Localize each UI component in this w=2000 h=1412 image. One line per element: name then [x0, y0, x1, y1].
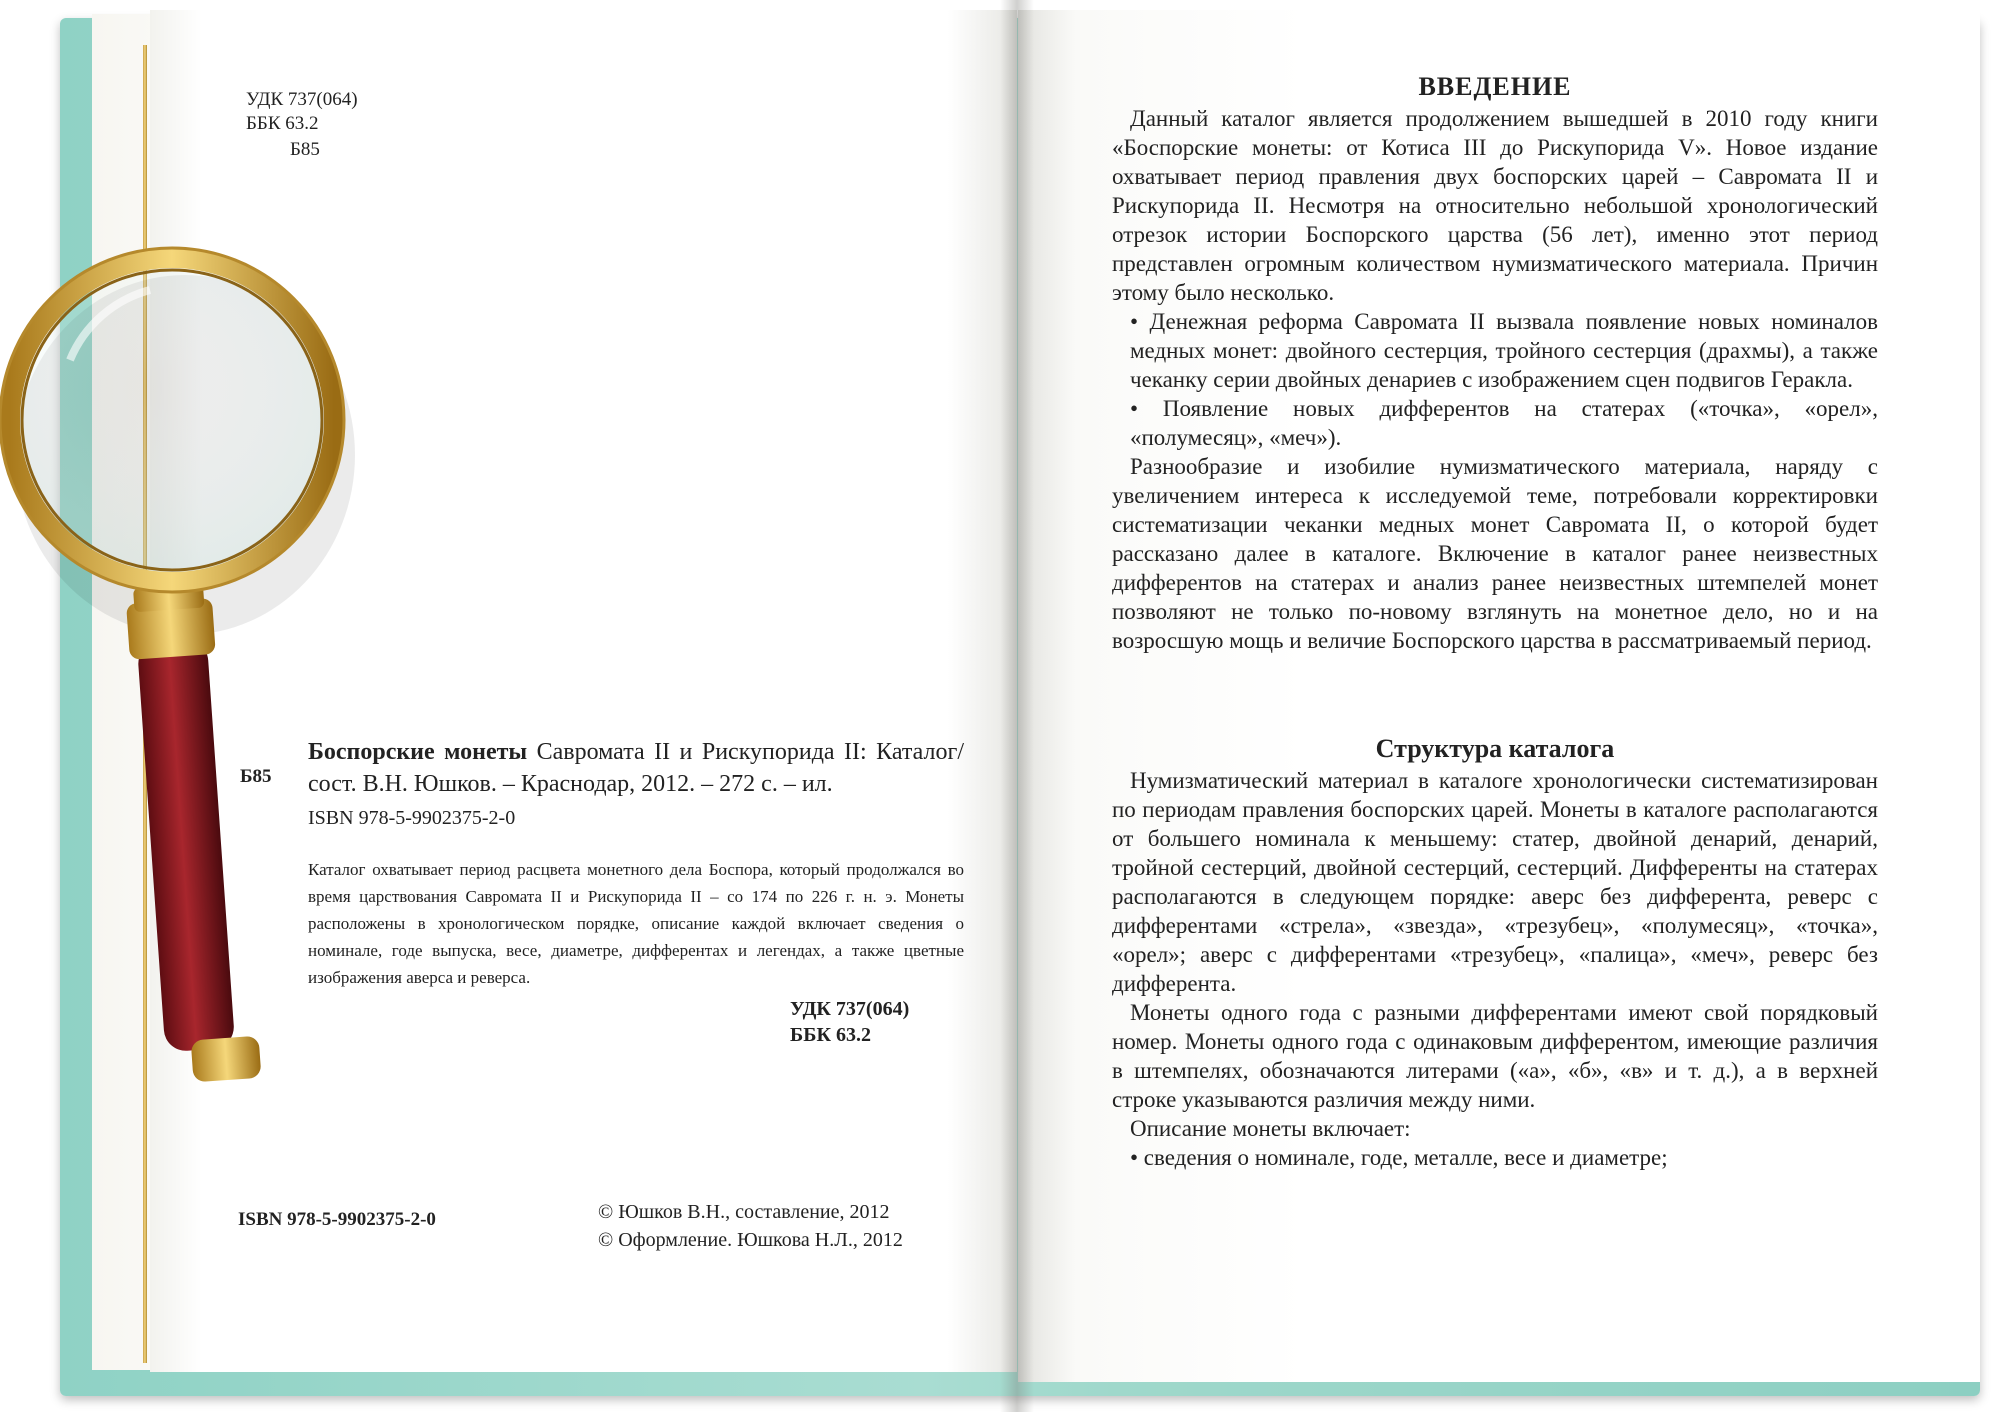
copyright	[598, 1198, 903, 1254]
structure-heading: Структура каталога	[1375, 734, 1615, 763]
bbk-line: ББК 63.2	[246, 113, 319, 134]
paragraph: Данный каталог является продолжением вышедшей в 2010 году книги «Боспорские монеты: от Котиса III до Рискупорида V». Новое издание охватывает период правления двух боспорских царей – Савромата II и Рискупорида II. Несмотря на относительно небольшой хронологический отрезок истории Боспорского царства (56 лет), именно этот период представлен огромным количеством нумизматического материала. Причин этому было несколько.	[1112, 106, 1878, 305]
structure-body	[1112, 766, 1878, 1172]
entry-details: Савромата II и Рискупорида II: Каталог/сост. В.Н. Юшков. – Краснодар, 2012. – 272 с. – ил.	[308, 739, 964, 797]
intro-heading: ВВЕДЕНИЕ	[1418, 72, 1572, 101]
udk-line: УДК 737(064)	[246, 89, 358, 110]
bullet-paragraph: • Появление новых дифферентов на статерах («точка», «орел», «полумесяц», «меч»).	[1130, 396, 1878, 450]
author-sign-side: Б85	[240, 766, 272, 787]
copyright-line: © Оформление. Юшкова Н.Л., 2012	[598, 1229, 903, 1251]
copyright-line: © Юшков В.Н., составление, 2012	[598, 1201, 890, 1223]
paragraph: Разнообразие и изобилие нумизматического материала, наряду с увеличением интереса к исследуемой теме, потребовали корректировки систематизации чеканки медных монет Савромата II, о которой будет рассказано далее в каталоге. Включение в каталог ранее неизвестных дифферентов на статерах и анализ ранее неизвестных штемпелей монет позволяют не только по-новому взглянуть на монетное дело, но и на возросшую мощь и величие Боспорского царства в рассматриваемый период.	[1112, 454, 1878, 653]
bibliographic-entry	[308, 736, 964, 800]
udk-top	[246, 88, 358, 136]
paragraph: Монеты одного года с разными дифферентами имеют свой порядковый номер. Монеты одного года с одинаковым дифферентом, имеющие различия в штемпелях, обозначаются литерами («а», «б», «в» и т. д.), а в верхней строке указываются различия между ними.	[1112, 1000, 1878, 1112]
isbn-mid: ISBN 978-5-9902375-2-0	[308, 807, 516, 829]
book-spine	[1000, 0, 1034, 1412]
udk-line: УДК 737(064)	[790, 998, 910, 1020]
paragraph: Описание монеты включает:	[1130, 1116, 1411, 1141]
author-sign-top: Б85	[290, 139, 320, 160]
bbk-line: ББК 63.2	[790, 1024, 871, 1046]
bullet-paragraph: • Денежная реформа Савромата II вызвала появление новых номиналов медных монет: двойного сестерция, тройного сестерция (драхмы), а также чеканку серии двойных денариев с изображением сцен подвигов Геракла.	[1130, 309, 1878, 392]
entry-title: Боспорские монеты	[308, 739, 528, 765]
annotation: Каталог охватывает период расцвета монетного дела Боспора, который продолжался во время царствования Савромата II и Рискупорида II – со 174 по 226 г. н. э. Монеты расположены в хронологическом порядке, описание каждой включает сведения о номинале, годе выпуска, весе, диаметре, дифферентах и легендах, а также цветные изображения аверса и реверса.	[308, 860, 964, 987]
isbn-bottom: ISBN 978-5-9902375-2-0	[238, 1209, 436, 1230]
left-page	[150, 10, 1017, 1372]
gold-rule	[143, 45, 147, 1363]
paragraph: Нумизматический материал в каталоге хронологически систематизирован по периодам правления боспорских царей. Монеты в каталоге располагаются от большего номинала к меньшему: статер, двойной денарий, денарий, тройной сестерций, двойной сестерций, сестерций. Дифференты на статерах располагаются в следующем порядке: аверс без дифферента, реверс с дифферентами «стрела», «звезда», «трезубец», «полумесяц», «точка», «орел»; аверс с дифферентами «трезубец», «палица», «меч», реверс без дифферента.	[1112, 768, 1878, 996]
bullet-paragraph: • сведения о номинале, годе, металле, весе и диаметре;	[1130, 1145, 1668, 1170]
intro-body	[1112, 104, 1878, 655]
udk-bottom	[790, 996, 909, 1048]
